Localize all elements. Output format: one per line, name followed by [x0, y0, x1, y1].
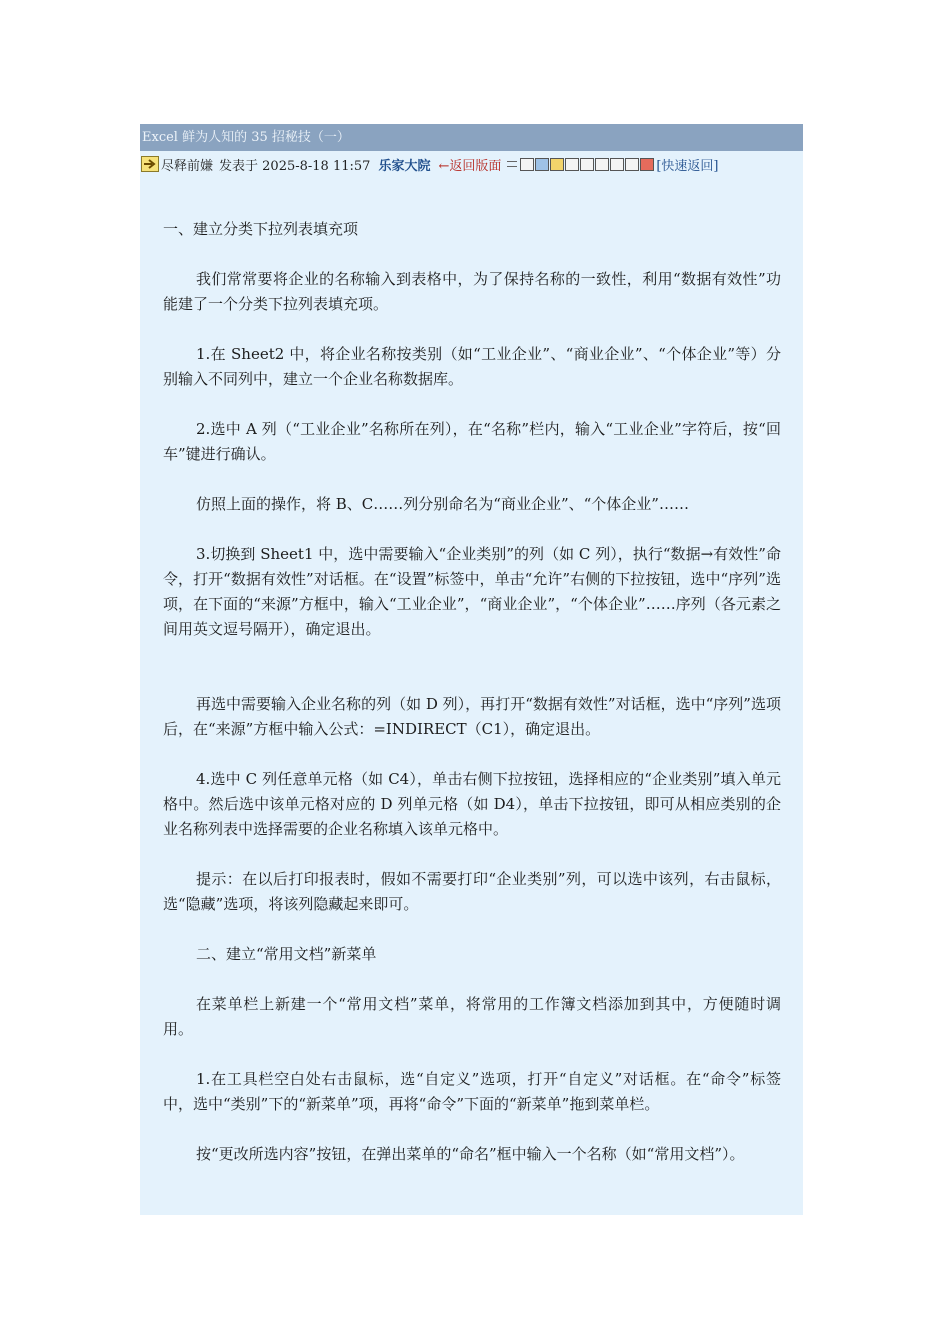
paragraph: 在菜单栏上新建一个“常用文档”菜单，将常用的工作簿文档添加到其中，方便随时调用。 — [163, 995, 781, 1038]
list-icon[interactable] — [595, 158, 609, 171]
post-timestamp: 发表于 2025-8-18 11:57 — [219, 158, 371, 174]
equals-icon — [507, 161, 517, 167]
paragraph: 按“更改所选内容”按钮，在弹出菜单的“命名”框中输入一个名称（如“常用文档”）。 — [196, 1145, 745, 1163]
paragraph: 1.在工具栏空白处右击鼠标，选“自定义”选项，打开“自定义”对话框。在“命令”标签中，选中“类别”下的“新菜单”项，再将“命令”下面的“新菜单”拖到菜单栏。 — [163, 1070, 781, 1113]
quick-return-link[interactable]: [快速返回] — [656, 158, 719, 174]
section-heading: 一、建立分类下拉列表填充项 — [163, 220, 359, 238]
delete-icon[interactable] — [640, 158, 654, 171]
edit-icon[interactable] — [610, 158, 624, 171]
paragraph: 1.在 Sheet2 中，将企业名称按类别（如“工业企业”、“商业企业”、“个体企业”等）分别输入不同列中，建立一个企业名称数据库。 — [163, 345, 781, 388]
message-icon[interactable] — [520, 158, 534, 171]
post-toolbar — [507, 158, 654, 171]
help-icon[interactable] — [535, 158, 549, 171]
post-panel — [140, 124, 803, 1215]
paragraph: 我们常常要将企业的名称输入到表格中，为了保持名称的一致性，利用“数据有效性”功能建了一个分类下拉列表填充项。 — [163, 270, 781, 313]
paragraph: 提示：在以后打印报表时，假如不需要打印“企业类别”列，可以选中该列，右击鼠标，选“隐藏”选项，将该列隐藏起来即可。 — [163, 870, 781, 913]
section-heading: 二、建立“常用文档”新菜单 — [196, 945, 377, 963]
post-body — [140, 217, 803, 1167]
post-meta-bar — [140, 151, 803, 177]
author-name[interactable]: 尽释前嫌 — [161, 158, 214, 174]
paragraph: 再选中需要输入企业名称的列（如 D 列），再打开“数据有效性”对话框，选中“序列”选项后，在“来源”方框中输入公式：=INDIRECT（C1），确定退出。 — [163, 695, 781, 738]
print-icon[interactable] — [565, 158, 579, 171]
paragraph: 仿照上面的操作，将 B、C……列分别命名为“商业企业”、“个体企业”…… — [196, 495, 689, 513]
reply-icon[interactable] — [580, 158, 594, 171]
favorite-icon[interactable] — [550, 158, 564, 171]
forum-link[interactable]: 乐家大院 — [378, 158, 431, 174]
arrow-icon — [141, 156, 159, 172]
paragraph: 3.切换到 Sheet1 中，选中需要输入“企业类别”的列（如 C 列），执行“数据→有效性”命令，打开“数据有效性”对话框。在“设置”标签中，单击“允许”右侧的下拉按钮，选中“序列”选项，在下面的“来源”方框中，输入“工业企业”，“商业企业”，“个体企业”……序列（各元素之间用英文逗号隔开），确定退出。 — [163, 545, 781, 638]
back-to-forum-link[interactable]: ←返回版面 — [438, 158, 502, 174]
paragraph: 2.选中 A 列（“工业企业”名称所在列），在“名称”栏内，输入“工业企业”字符后，按“回车”键进行确认。 — [163, 420, 781, 463]
post-title: Excel 鲜为人知的 35 招秘技（一） — [140, 124, 803, 151]
printer-icon[interactable] — [625, 158, 639, 171]
paragraph: 4.选中 C 列任意单元格（如 C4），单击右侧下拉按钮，选择相应的“企业类别”填入单元格中。然后选中该单元格对应的 D 列单元格（如 D4），单击下拉按钮，即可从相应类别的企业名称列表中选择需要的企业名称填入该单元格中。 — [163, 770, 781, 838]
